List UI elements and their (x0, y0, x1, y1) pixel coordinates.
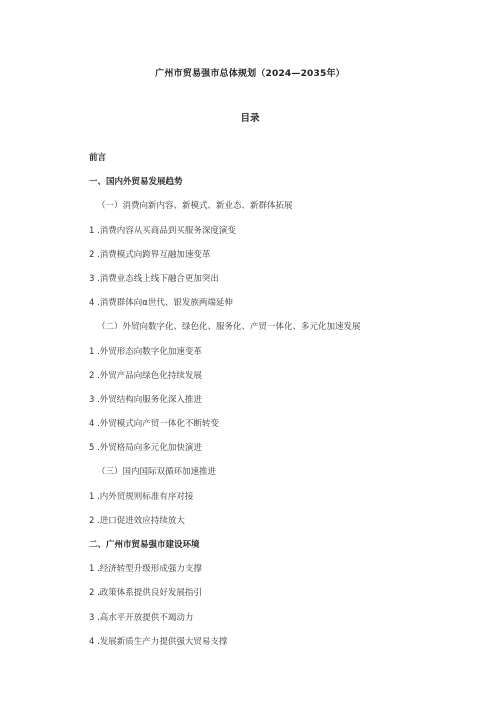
toc-entry: 2 .进口促进效应持续放大 (89, 515, 185, 526)
toc-section-heading: 一、国内外贸易发展趋势 (89, 177, 183, 188)
toc-entry: 1 .内外贸规则标准有序对接 (89, 491, 194, 502)
table-of-contents (89, 151, 419, 659)
toc-entry: 3 .外贸结构向服务化深入推进 (89, 394, 202, 405)
toc-entry: 1 .外贸形态向数字化加速变革 (89, 346, 202, 357)
toc-entry: 2 .消费模式向跨界互融加速变革 (89, 249, 211, 260)
toc-section-heading: 二、广州市贸易强市建设环境 (89, 540, 200, 550)
toc-entry: 5 .外贸格局向多元化加快演进 (89, 443, 202, 454)
toc-entry: 4 .外贸模式向产贸一体化不断转变 (89, 419, 219, 430)
toc-entry: 3 .高水平开放提供不竭动力 (89, 612, 194, 623)
toc-subsection: （三）国内国际双循环加速推进 (97, 467, 217, 478)
toc-heading: 目录 (240, 113, 260, 124)
toc-entry: 2 .外贸产品向绿色化持续发展 (89, 370, 202, 381)
toc-entry: 1 .消费内容从买商品到买服务深度演变 (89, 225, 236, 236)
toc-entry: 4 .消费群体向α世代、银发族两端延伸 (89, 298, 233, 309)
toc-entry: 1 .经济转型升级形成强力支撑 (89, 564, 202, 575)
toc-entry: 2 .政策体系提供良好发展指引 (89, 588, 202, 599)
toc-subsection: （二）外贸向数字化、绿色化、服务化、产贸一体化、多元化加速发展 (97, 322, 361, 333)
document-title: 广州市贸易强市总体规划（2024—2035年） (155, 69, 345, 79)
toc-subsection: （一）消费向新内容、新模式、新业态、新群体拓展 (97, 201, 293, 212)
toc-entry: 4 .发展新质生产力提供强大贸易支撑 (89, 636, 228, 647)
toc-entry: 3 .消费业态线上线下融合更加突出 (89, 273, 219, 284)
toc-section-heading: 前言 (89, 153, 107, 163)
